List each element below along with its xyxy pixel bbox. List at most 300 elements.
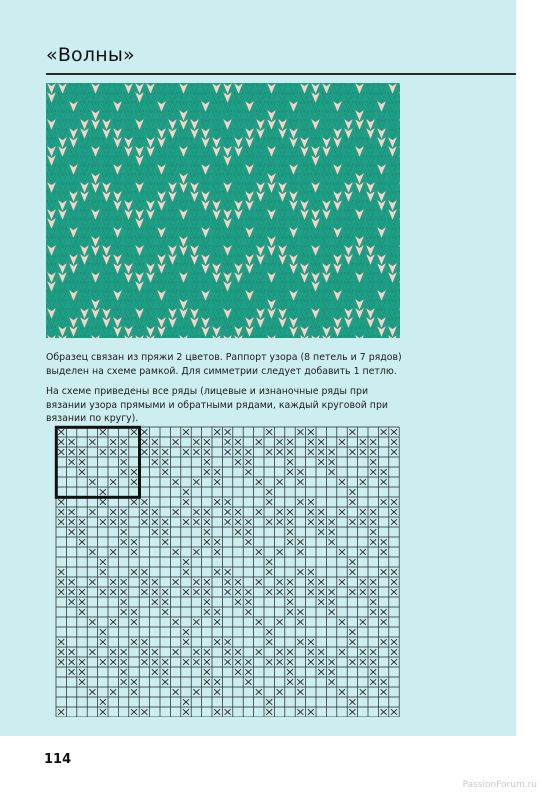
chart-cross-mark	[235, 459, 241, 465]
chart-cross-mark	[141, 509, 147, 515]
chart-cross-mark	[100, 489, 106, 495]
chart-cross-mark	[58, 429, 64, 435]
chart-cross-mark	[225, 709, 231, 715]
chart-note: На схеме приведены все ряды (лицевые и изнаночные ряды при вязании узора прямыми и обратными рядами, каждый круговой при вязании по кругу).	[46, 386, 388, 424]
chart-cross-mark	[121, 599, 127, 605]
chart-cross-mark	[235, 529, 241, 535]
chart-cross-mark	[214, 569, 220, 575]
chart-cross-mark	[100, 709, 106, 715]
chart-cross-mark	[110, 549, 116, 555]
chart-cross-mark	[287, 669, 293, 675]
chart-cross-mark	[381, 499, 387, 505]
chart-cross-mark	[141, 439, 147, 445]
chart-cross-mark	[152, 459, 158, 465]
chart-cross-mark	[204, 679, 210, 685]
chart-cross-mark	[100, 699, 106, 705]
chart-cross-mark	[235, 579, 241, 585]
chart-cross-mark	[287, 579, 293, 585]
chart-cross-mark	[183, 569, 189, 575]
chart-cross-mark	[360, 549, 366, 555]
chart-cross-mark	[287, 459, 293, 465]
chart-cross-mark	[297, 539, 303, 545]
chart-cross-mark	[256, 549, 262, 555]
chart-cross-mark	[349, 499, 355, 505]
chart-cross-mark	[370, 579, 376, 585]
chart-cross-mark	[121, 539, 127, 545]
chart-cross-mark	[141, 449, 147, 455]
chart-cross-mark	[381, 479, 387, 485]
chart-cross-mark	[121, 509, 127, 515]
chart-cross-mark	[297, 609, 303, 615]
chart-cross-mark	[370, 659, 376, 665]
chart-cross-mark	[162, 529, 168, 535]
chart-cross-mark	[391, 659, 397, 665]
chart-cross-mark	[131, 429, 137, 435]
chart-cross-mark	[297, 499, 303, 505]
chart-cross-mark	[297, 479, 303, 485]
chart-cross-mark	[162, 659, 168, 665]
chart-cross-mark	[266, 699, 272, 705]
chart-cross-mark	[225, 639, 231, 645]
chart-cross-mark	[89, 619, 95, 625]
chart-cross-mark	[266, 589, 272, 595]
chart-cross-mark	[318, 579, 324, 585]
chart-cross-mark	[110, 509, 116, 515]
chart-cross-mark	[79, 609, 85, 615]
chart-cross-mark	[131, 689, 137, 695]
chart-cross-mark	[214, 679, 220, 685]
chart-cross-mark	[89, 649, 95, 655]
chart-cross-mark	[58, 579, 64, 585]
chart-cross-mark	[141, 659, 147, 665]
chart-cross-mark	[225, 429, 231, 435]
chart-cross-mark	[204, 669, 210, 675]
chart-cross-mark	[193, 649, 199, 655]
chart-cross-mark	[245, 459, 251, 465]
chart-cross-mark	[370, 519, 376, 525]
chart-cross-mark	[287, 589, 293, 595]
chart-cross-mark	[58, 659, 64, 665]
chart-cross-mark	[110, 689, 116, 695]
chart-cross-mark	[58, 439, 64, 445]
chart-cross-mark	[141, 649, 147, 655]
chart-cross-mark	[131, 619, 137, 625]
chart-cross-mark	[370, 439, 376, 445]
chart-cross-mark	[152, 439, 158, 445]
chart-cross-mark	[381, 549, 387, 555]
chart-cross-mark	[339, 439, 345, 445]
chart-cross-mark	[235, 659, 241, 665]
chart-cross-mark	[183, 639, 189, 645]
chart-cross-mark	[131, 469, 137, 475]
chart-cross-mark	[256, 509, 262, 515]
chart-cross-mark	[110, 519, 116, 525]
chart-cross-mark	[162, 519, 168, 525]
chart-cross-mark	[193, 589, 199, 595]
chart-cross-mark	[308, 569, 314, 575]
chart-cross-mark	[391, 639, 397, 645]
chart-cross-mark	[121, 589, 127, 595]
chart-cross-mark	[360, 649, 366, 655]
chart-cross-mark	[193, 579, 199, 585]
chart-cross-mark	[183, 659, 189, 665]
chart-cross-mark	[318, 529, 324, 535]
chart-cross-mark	[131, 549, 137, 555]
chart-cross-mark	[100, 659, 106, 665]
chart-cross-mark	[100, 429, 106, 435]
chart-cross-mark	[69, 589, 75, 595]
chart-cross-mark	[204, 609, 210, 615]
chart-cross-mark	[141, 429, 147, 435]
chart-cross-mark	[297, 549, 303, 555]
chart-cross-mark	[79, 459, 85, 465]
chart-cross-mark	[370, 649, 376, 655]
chart-cross-mark	[308, 499, 314, 505]
chart-cross-mark	[318, 439, 324, 445]
chart-cross-mark	[318, 659, 324, 665]
chart-cross-mark	[152, 599, 158, 605]
chart-cross-mark	[266, 519, 272, 525]
chart-cross-mark	[245, 449, 251, 455]
chart-cross-mark	[121, 609, 127, 615]
chart-cross-mark	[297, 619, 303, 625]
chart-cross-mark	[79, 659, 85, 665]
chart-cross-mark	[131, 609, 137, 615]
chart-cross-mark	[183, 429, 189, 435]
chart-cross-mark	[370, 589, 376, 595]
chart-cross-mark	[245, 609, 251, 615]
chart-cross-mark	[391, 709, 397, 715]
chart-cross-mark	[349, 559, 355, 565]
chart-cross-mark	[391, 649, 397, 655]
chart-cross-mark	[204, 539, 210, 545]
chart-cross-mark	[110, 579, 116, 585]
chart-cross-mark	[162, 679, 168, 685]
chart-cross-mark	[121, 669, 127, 675]
chart-cross-mark	[287, 519, 293, 525]
chart-cross-mark	[329, 539, 335, 545]
chart-cross-mark	[297, 709, 303, 715]
chart-cross-mark	[69, 529, 75, 535]
chart-cross-mark	[370, 539, 376, 545]
chart-cross-mark	[256, 689, 262, 695]
chart-cross-mark	[287, 439, 293, 445]
chart-cross-mark	[183, 629, 189, 635]
chart-cross-mark	[152, 509, 158, 515]
chart-cross-mark	[277, 659, 283, 665]
chart-cross-mark	[370, 509, 376, 515]
chart-cross-mark	[256, 619, 262, 625]
chart-cross-mark	[58, 709, 64, 715]
chart-cross-mark	[349, 519, 355, 525]
chart-cross-mark	[235, 509, 241, 515]
chart-cross-mark	[277, 449, 283, 455]
chart-cross-mark	[79, 539, 85, 545]
chart-cross-mark	[360, 689, 366, 695]
chart-cross-mark	[277, 589, 283, 595]
chart-cross-mark	[193, 519, 199, 525]
chart-cross-mark	[297, 469, 303, 475]
chart-cross-mark	[245, 599, 251, 605]
chart-cross-mark	[58, 499, 64, 505]
chart-cross-mark	[287, 509, 293, 515]
chart-cross-mark	[287, 659, 293, 665]
chart-cross-mark	[235, 599, 241, 605]
chart-cross-mark	[162, 539, 168, 545]
chart-cross-mark	[349, 699, 355, 705]
chart-cross-mark	[287, 679, 293, 685]
chart-cross-mark	[58, 509, 64, 515]
chart-cross-mark	[349, 639, 355, 645]
chart-cross-mark	[141, 589, 147, 595]
chart-cross-mark	[69, 659, 75, 665]
chart-cross-mark	[58, 519, 64, 525]
chart-cross-mark	[277, 439, 283, 445]
chart-cross-mark	[370, 469, 376, 475]
chart-cross-mark	[370, 599, 376, 605]
chart-cross-mark	[245, 539, 251, 545]
chart-cross-mark	[318, 669, 324, 675]
chart-cross-mark	[89, 579, 95, 585]
chart-cross-mark	[245, 529, 251, 535]
chart-cross-mark	[204, 579, 210, 585]
chart-cross-mark	[370, 459, 376, 465]
chart-cross-mark	[131, 569, 137, 575]
chart-cross-mark	[214, 639, 220, 645]
chart-cross-mark	[100, 639, 106, 645]
chart-cross-mark	[173, 549, 179, 555]
chart-cross-mark	[152, 589, 158, 595]
chart-cross-mark	[277, 549, 283, 555]
chart-cross-mark	[214, 479, 220, 485]
chart-cross-mark	[162, 589, 168, 595]
chart-cross-mark	[318, 519, 324, 525]
chart-cross-mark	[204, 589, 210, 595]
chart-cross-mark	[287, 539, 293, 545]
chart-cross-mark	[287, 469, 293, 475]
page-title: «Волны»	[46, 44, 135, 66]
chart-cross-mark	[162, 449, 168, 455]
chart-cross-mark	[266, 659, 272, 665]
chart-cross-mark	[193, 619, 199, 625]
chart-cross-mark	[100, 519, 106, 525]
chart-cross-mark	[287, 529, 293, 535]
chart-cross-mark	[152, 529, 158, 535]
chart-cross-mark	[204, 449, 210, 455]
chart-cross-mark	[370, 669, 376, 675]
chart-cross-mark	[225, 569, 231, 575]
chart-cross-mark	[308, 579, 314, 585]
chart-cross-mark	[89, 689, 95, 695]
chart-cross-mark	[245, 669, 251, 675]
chart-cross-mark	[131, 709, 137, 715]
chart-cross-mark	[69, 449, 75, 455]
chart-cross-mark	[214, 689, 220, 695]
chart-cross-mark	[183, 559, 189, 565]
chart-cross-mark	[183, 449, 189, 455]
chart-cross-mark	[58, 639, 64, 645]
chart-cross-mark	[204, 649, 210, 655]
chart-cross-mark	[79, 679, 85, 685]
knitting-chart-grid	[54, 425, 400, 717]
chart-cross-mark	[277, 509, 283, 515]
chart-cross-mark	[100, 589, 106, 595]
chart-cross-mark	[173, 479, 179, 485]
chart-cross-mark	[225, 589, 231, 595]
chart-cross-mark	[277, 579, 283, 585]
chart-cross-mark	[152, 649, 158, 655]
chart-cross-mark	[69, 649, 75, 655]
chart-cross-mark	[277, 519, 283, 525]
chart-cross-mark	[152, 669, 158, 675]
chart-cross-mark	[173, 689, 179, 695]
chart-cross-mark	[266, 569, 272, 575]
chart-cross-mark	[266, 709, 272, 715]
chart-cross-mark	[318, 459, 324, 465]
knitted-sample-photo	[46, 83, 400, 338]
page-number: 114	[44, 752, 72, 767]
chart-cross-mark	[131, 639, 137, 645]
pattern-description: Образец связан из пряжи 2 цветов. Раппорт узора (8 петель и 7 рядов) выделен на схеме рамкой. Для симметрии следует добавить 1 петлю.	[46, 352, 402, 377]
chart-cross-mark	[329, 669, 335, 675]
chart-cross-mark	[339, 579, 345, 585]
chart-cross-mark	[245, 679, 251, 685]
chart-cross-mark	[329, 659, 335, 665]
chart-cross-mark	[245, 589, 251, 595]
chart-cross-mark	[152, 519, 158, 525]
chart-cross-mark	[141, 569, 147, 575]
chart-cross-mark	[225, 659, 231, 665]
chart-cross-mark	[69, 509, 75, 515]
chart-cross-mark	[193, 509, 199, 515]
chart-cross-mark	[339, 509, 345, 515]
chart-cross-mark	[183, 499, 189, 505]
chart-cross-mark	[131, 539, 137, 545]
chart-cross-mark	[277, 649, 283, 655]
chart-cross-mark	[391, 439, 397, 445]
chart-cross-mark	[318, 449, 324, 455]
chart-cross-mark	[204, 459, 210, 465]
chart-cross-mark	[193, 439, 199, 445]
chart-cross-mark	[214, 619, 220, 625]
chart-cross-mark	[183, 709, 189, 715]
chart-cross-mark	[370, 529, 376, 535]
chart-cross-mark	[121, 469, 127, 475]
chart-cross-mark	[391, 519, 397, 525]
chart-cross-mark	[100, 499, 106, 505]
chart-cross-mark	[58, 589, 64, 595]
chart-cross-mark	[193, 549, 199, 555]
chart-cross-mark	[100, 559, 106, 565]
chart-cross-mark	[214, 539, 220, 545]
chart-cross-mark	[318, 649, 324, 655]
chart-cross-mark	[214, 549, 220, 555]
chart-cross-mark	[204, 469, 210, 475]
chart-cross-mark	[381, 679, 387, 685]
chart-cross-mark	[58, 569, 64, 575]
chart-cross-mark	[329, 519, 335, 525]
chart-cross-mark	[69, 599, 75, 605]
chart-cross-mark	[308, 449, 314, 455]
chart-cross-mark	[121, 449, 127, 455]
chart-cross-mark	[339, 479, 345, 485]
chart-cross-mark	[339, 549, 345, 555]
chart-cross-mark	[183, 519, 189, 525]
chart-cross-mark	[360, 619, 366, 625]
chart-cross-mark	[266, 499, 272, 505]
chart-cross-mark	[381, 569, 387, 575]
chart-cross-mark	[349, 429, 355, 435]
chart-cross-mark	[329, 599, 335, 605]
chart-cross-mark	[183, 489, 189, 495]
chart-cross-mark	[141, 709, 147, 715]
chart-cross-mark	[329, 469, 335, 475]
chart-cross-mark	[318, 589, 324, 595]
chart-cross-mark	[266, 449, 272, 455]
chart-cross-mark	[69, 669, 75, 675]
chart-cross-mark	[287, 609, 293, 615]
chart-cross-mark	[308, 649, 314, 655]
chart-cross-mark	[69, 459, 75, 465]
chart-cross-mark	[391, 429, 397, 435]
chart-cross-mark	[225, 449, 231, 455]
watermark: PassionForum.ru	[462, 780, 537, 790]
chart-cross-mark	[381, 709, 387, 715]
chart-cross-mark	[79, 599, 85, 605]
chart-cross-mark	[360, 589, 366, 595]
chart-cross-mark	[58, 449, 64, 455]
chart-cross-mark	[141, 519, 147, 525]
chart-cross-mark	[308, 709, 314, 715]
chart-cross-mark	[225, 649, 231, 655]
chart-cross-mark	[204, 439, 210, 445]
chart-cross-mark	[214, 429, 220, 435]
chart-cross-mark	[69, 519, 75, 525]
chart-cross-mark	[89, 509, 95, 515]
chart-cross-mark	[235, 589, 241, 595]
chart-cross-mark	[141, 579, 147, 585]
chart-cross-mark	[297, 689, 303, 695]
chart-cross-mark	[162, 459, 168, 465]
chart-cross-mark	[121, 579, 127, 585]
chart-cross-mark	[225, 439, 231, 445]
chart-cross-mark	[360, 449, 366, 455]
chart-cross-mark	[162, 669, 168, 675]
chart-cross-mark	[141, 499, 147, 505]
chart-cross-mark	[79, 589, 85, 595]
chart-cross-mark	[349, 449, 355, 455]
chart-cross-mark	[349, 589, 355, 595]
chart-cross-mark	[329, 609, 335, 615]
chart-cross-mark	[287, 599, 293, 605]
chart-cross-mark	[225, 519, 231, 525]
chart-cross-mark	[360, 479, 366, 485]
chart-cross-mark	[152, 579, 158, 585]
chart-cross-mark	[256, 439, 262, 445]
chart-cross-mark	[193, 479, 199, 485]
chart-cross-mark	[121, 439, 127, 445]
chart-cross-mark	[329, 459, 335, 465]
chart-cross-mark	[69, 439, 75, 445]
chart-cross-mark	[204, 529, 210, 535]
title-divider	[46, 73, 516, 75]
chart-cross-mark	[121, 529, 127, 535]
chart-cross-mark	[100, 449, 106, 455]
chart-cross-mark	[121, 459, 127, 465]
chart-cross-mark	[89, 439, 95, 445]
chart-cross-mark	[360, 579, 366, 585]
chart-cross-mark	[297, 639, 303, 645]
